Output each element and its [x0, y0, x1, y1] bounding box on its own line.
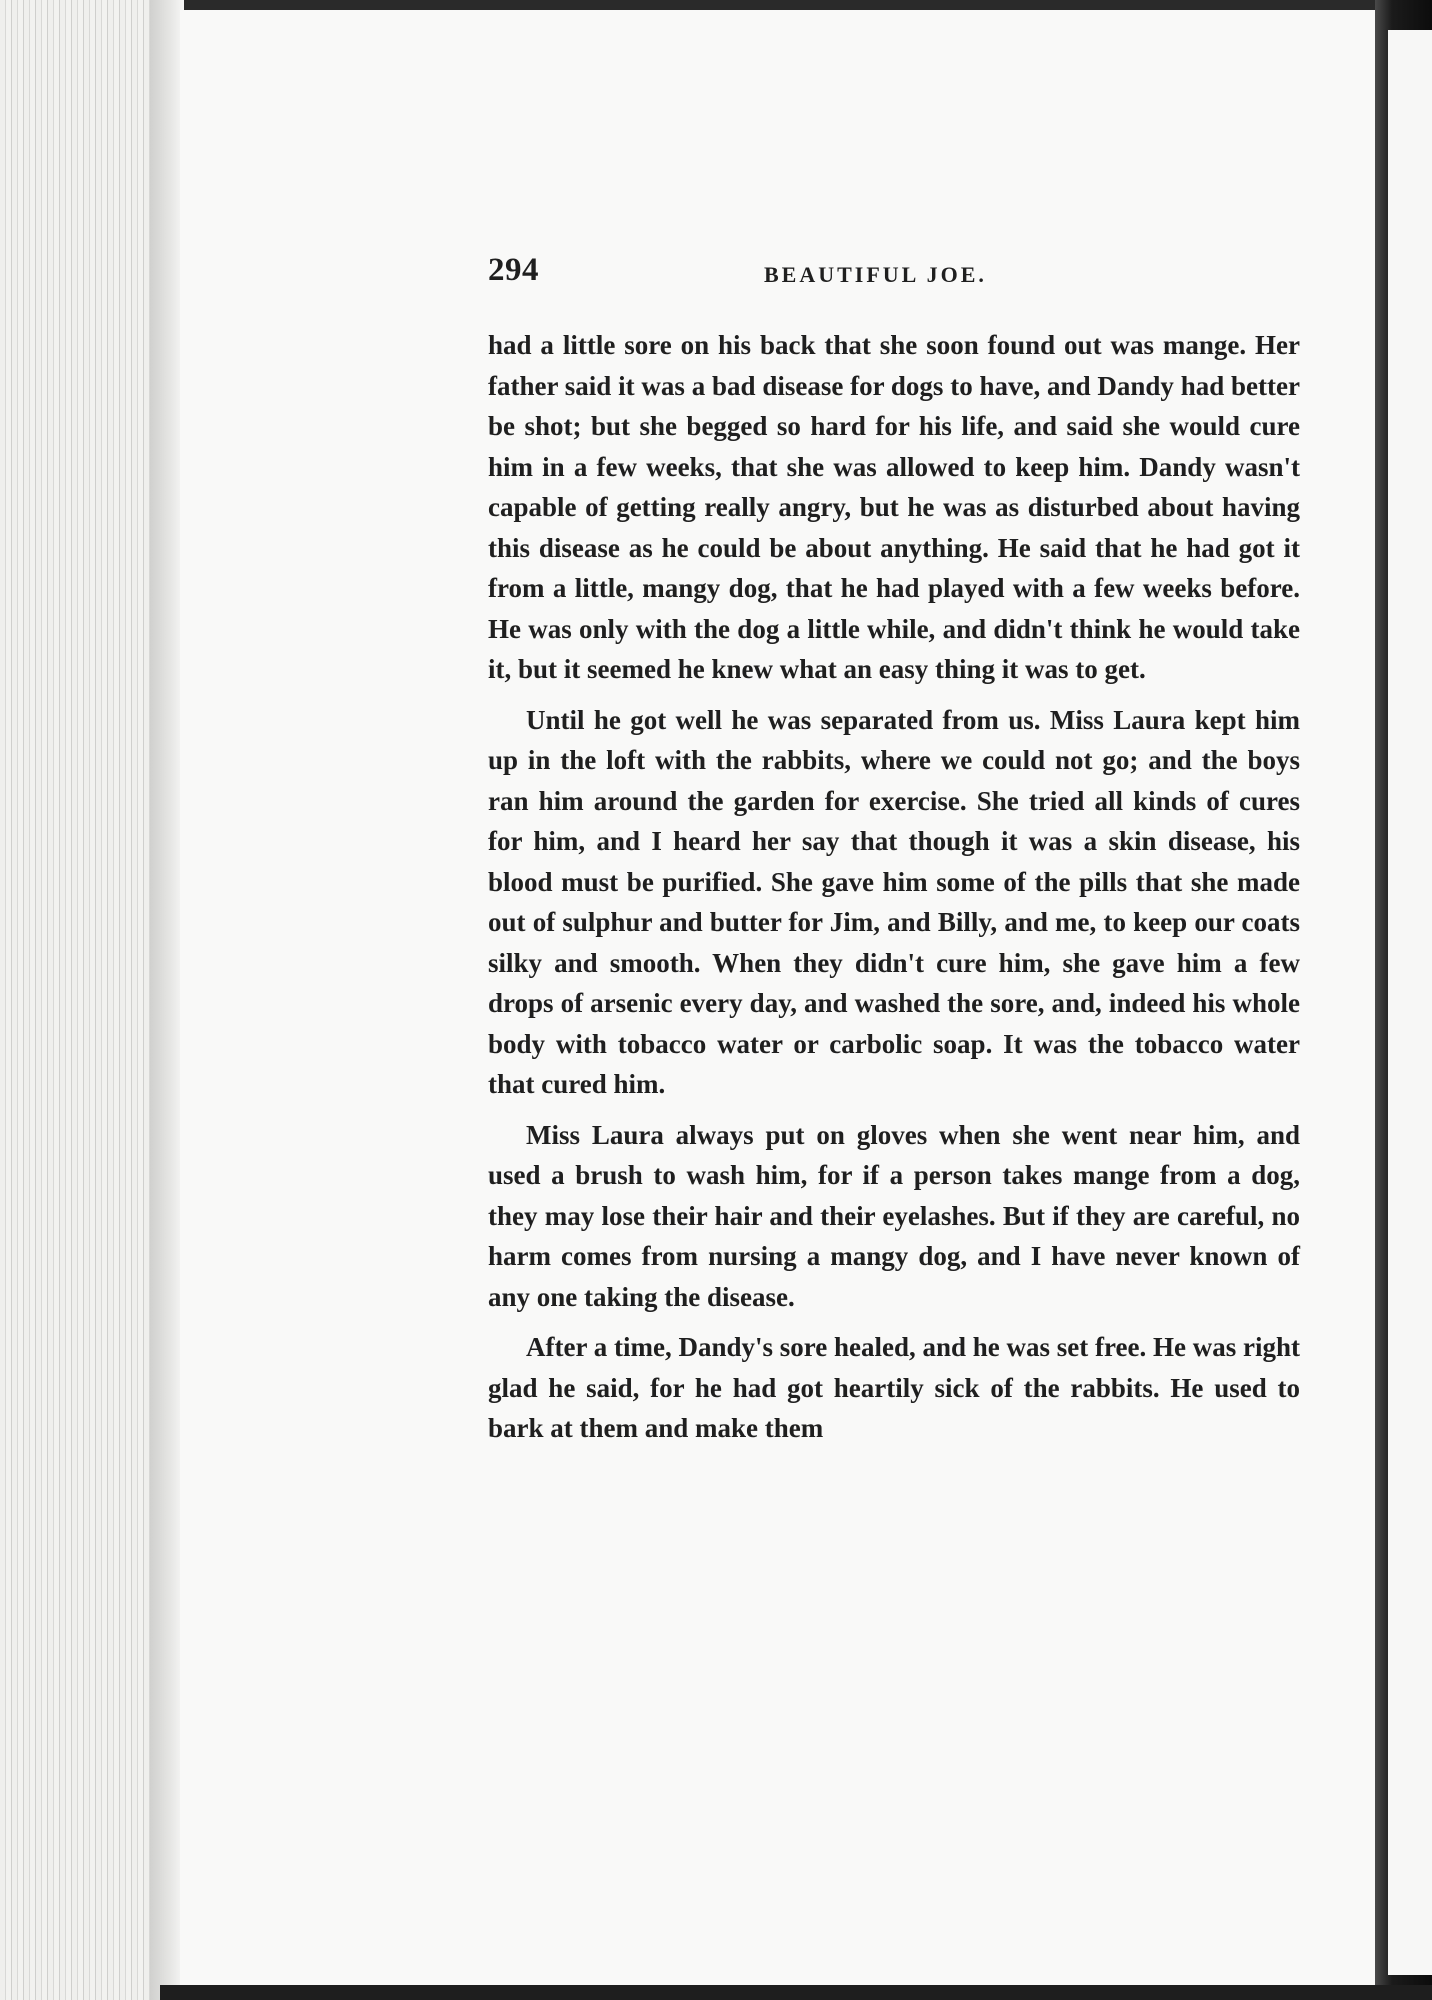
running-head: BEAUTIFUL JOE. — [764, 262, 987, 287]
scan-bottom-border — [160, 1985, 1432, 2000]
paragraph: had a little sore on his back that she soon found out was mange. Her father said it was a bad disease for dogs to have, and Dandy had better be shot; but she begged so hard for his life, and said she would cure him in a few weeks, that she was allowed to keep him. Dandy wasn't capable of getting really angry, but he was as disturbed about having this disease as he could be about anything. He said that he had got it from a little, mangy dog, that he had played with a few weeks before. He was only with the dog a little while, and didn't think he would take it, but it seemed he knew what an easy thing it was to get. — [488, 330, 1300, 684]
scan-top-border — [0, 0, 1432, 10]
page-number: 294 — [488, 252, 539, 288]
paragraph: Until he got well he was separated from us. Miss Laura kept him up in the loft with the rabbits, where we could not go; and the boys ran him around the garden for exercise. She tried all kinds of cures for him, and I heard her say that though it was a skin disease, his blood must be purified. She gave him some of the pills that she made out of sulphur and butter for Jim, and Billy, and me, to keep our coats silky and smooth. When they didn't cure him, she gave him a few drops of arsenic every day, and washed the sore, and, indeed his whole body with tobacco water or carbolic soap. It was the tobacco water that cured him. — [488, 704, 1300, 1099]
paragraph: After a time, Dandy's sore healed, and he was set free. He was right glad he said, for he had got heartily sick of the rabbits. He used to bark at them and make them — [488, 1332, 1300, 1443]
facing-page-edge — [1388, 30, 1432, 1975]
page-header — [488, 252, 1300, 296]
paragraph: Miss Laura always put on gloves when she went near him, and used a brush to wash him, for if a person takes mange from a dog, they may lose their hair and their eyelashes. But if they are careful, no harm comes from nursing a mangy dog, and I have never known of any one taking the disease. — [488, 1119, 1300, 1312]
gutter-shadow — [150, 0, 184, 2000]
body-text — [488, 325, 1300, 1459]
